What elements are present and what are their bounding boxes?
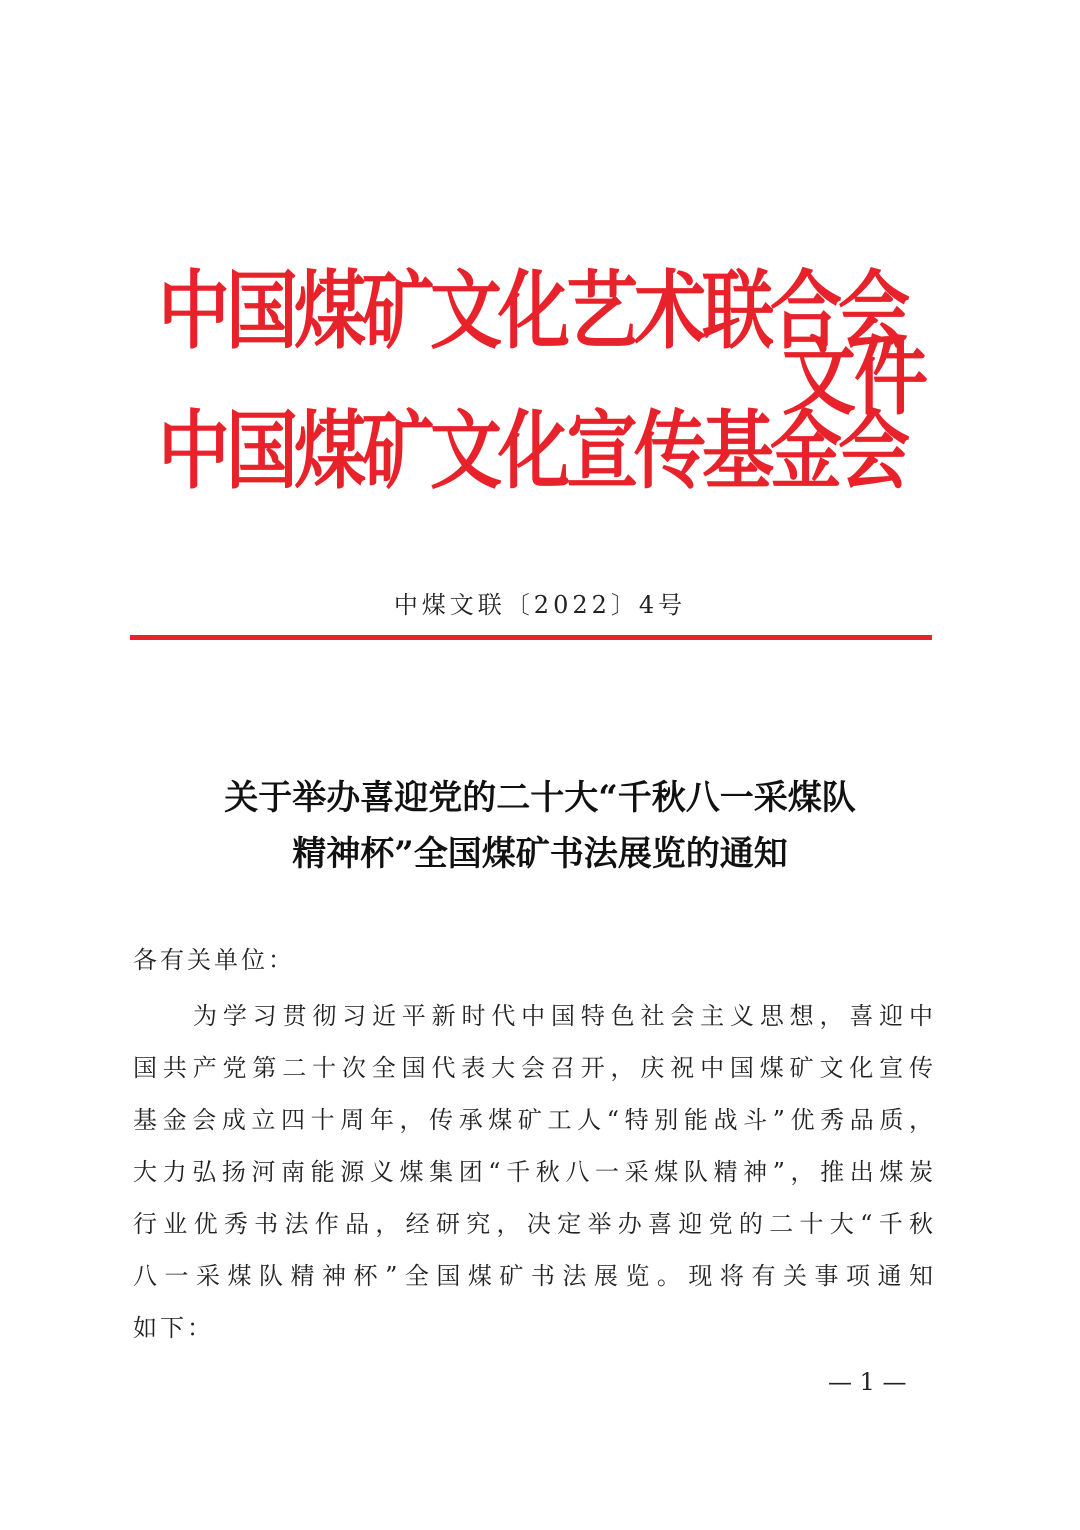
body-line: 大力弘扬河南能源义煤集团“千秋八一采煤队精神”，推出煤炭 bbox=[133, 1158, 933, 1186]
notice-title-line-2: 精神杯”全国煤矿书法展览的通知 bbox=[292, 834, 788, 874]
body-line: 基金会成立四十周年，传承煤矿工人“特别能战斗”优秀品质， bbox=[133, 1106, 933, 1134]
page-number: — 1 — bbox=[828, 1368, 907, 1396]
notice-title-line-1: 关于举办喜迎党的二十大“千秋八一采煤队 bbox=[224, 778, 856, 818]
body-line: 行业优秀书法作品，经研究，决定举办喜迎党的二十大“千秋 bbox=[133, 1210, 933, 1238]
document-number: 中煤文联〔2022〕4号 bbox=[393, 591, 687, 619]
document-type-label: 文件 bbox=[782, 328, 926, 428]
body-line: 八一采煤队精神杯”全国煤矿书法展览。现将有关事项通知 bbox=[133, 1262, 933, 1290]
body-paragraph bbox=[133, 990, 933, 1354]
body-line: 为学习贯彻习近平新时代中国特色社会主义思想，喜迎中 bbox=[193, 1002, 933, 1030]
body-line: 国共产党第二十次全国代表大会召开，庆祝中国煤矿文化宣传 bbox=[133, 1054, 933, 1082]
body-line: 如下： bbox=[133, 1314, 214, 1342]
salutation: 各有关单位： bbox=[133, 946, 295, 974]
notice-title bbox=[0, 770, 1080, 882]
issuing-org-1: 中国煤矿文化艺术联合会 bbox=[158, 260, 907, 361]
red-divider-line bbox=[130, 635, 932, 640]
issuing-org-2: 中国煤矿文化宣传基金会 bbox=[158, 400, 907, 501]
document-header bbox=[150, 258, 930, 501]
